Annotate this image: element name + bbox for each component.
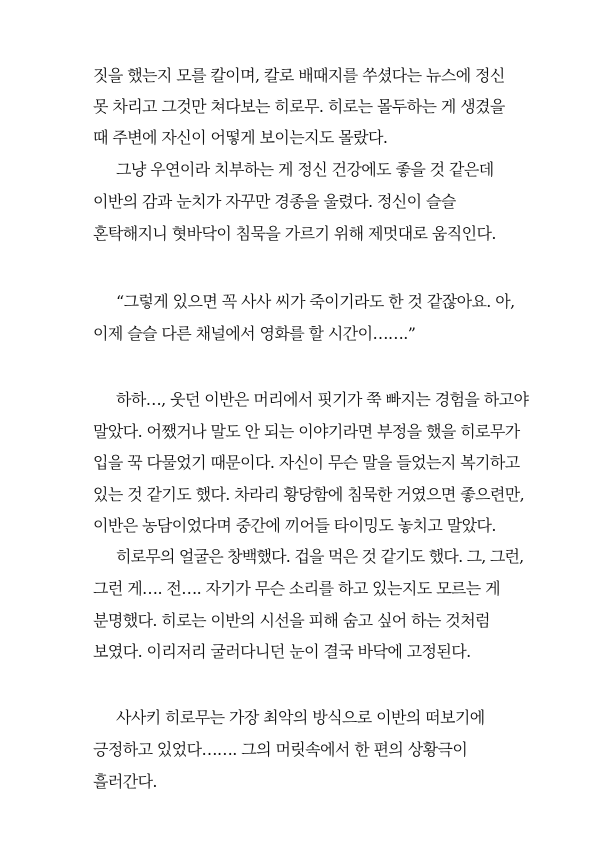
text-line: 그냥 우연이라 치부하는 게 정신 건강에도 좋을 것 같은데 — [116, 160, 494, 179]
text-line: 긍정하고 있었다……. 그의 머릿속에서 한 편의 상황극이 — [93, 740, 468, 759]
text-line: 짓을 했는지 모를 칼이며, 칼로 배때지를 쑤셨다는 뉴스에 정신 — [93, 66, 505, 85]
text-line: 보였다. 이리저리 굴러다니던 눈이 결국 바닥에 고정된다. — [93, 642, 471, 661]
text-line: 혼탁해지니 혓바닥이 침묵을 가르기 위해 제멋대로 움직인다. — [93, 224, 496, 243]
text-line: 때 주변에 자신이 어떻게 보이는지도 몰랐다. — [93, 128, 388, 147]
text-line: 사사키 히로무는 가장 최악의 방식으로 이반의 떠보기에 — [116, 708, 485, 727]
dialogue-line: 이제 슬슬 다른 채널에서 영화를 할 시간이…….” — [93, 324, 416, 343]
text-line: 말았다. 어쨌거나 말도 안 되는 이야기라면 부정을 했을 히로무가 — [93, 422, 520, 441]
text-line: 이반은 농담이었다며 중간에 끼어들 타이밍도 놓치고 말았다. — [93, 516, 496, 535]
text-line: 흘러간다. — [93, 772, 157, 791]
text-line: 하하…, 웃던 이반은 머리에서 핏기가 쭉 빠지는 경험을 하고야 — [116, 390, 529, 409]
dialogue-line: “그렇게 있으면 꼭 사사 씨가 죽이기라도 한 것 같잖아요. 아, — [116, 292, 515, 311]
text-line: 입을 꾹 다물었기 때문이다. 자신이 무슨 말을 들었는지 복기하고 — [93, 453, 520, 472]
text-line: 이반의 감과 눈치가 자꾸만 경종을 울렸다. 정신이 슬슬 — [93, 192, 456, 211]
text-line: 못 차리고 그것만 쳐다보는 히로무. 히로는 몰두하는 게 생겼을 — [93, 97, 505, 116]
text-line: 그런 게…. 전…. 자기가 무슨 소리를 하고 있는지도 모르는 게 — [93, 579, 500, 598]
text-line: 히로무의 얼굴은 창백했다. 겁을 먹은 것 같기도 했다. 그, 그런, — [116, 547, 524, 566]
text-line: 분명했다. 히로는 이반의 시선을 피해 숨고 싶어 하는 것처럼 — [93, 611, 490, 630]
text-line: 있는 것 같기도 했다. 차라리 황당함에 침묵한 거였으면 좋으련만, — [93, 485, 525, 504]
